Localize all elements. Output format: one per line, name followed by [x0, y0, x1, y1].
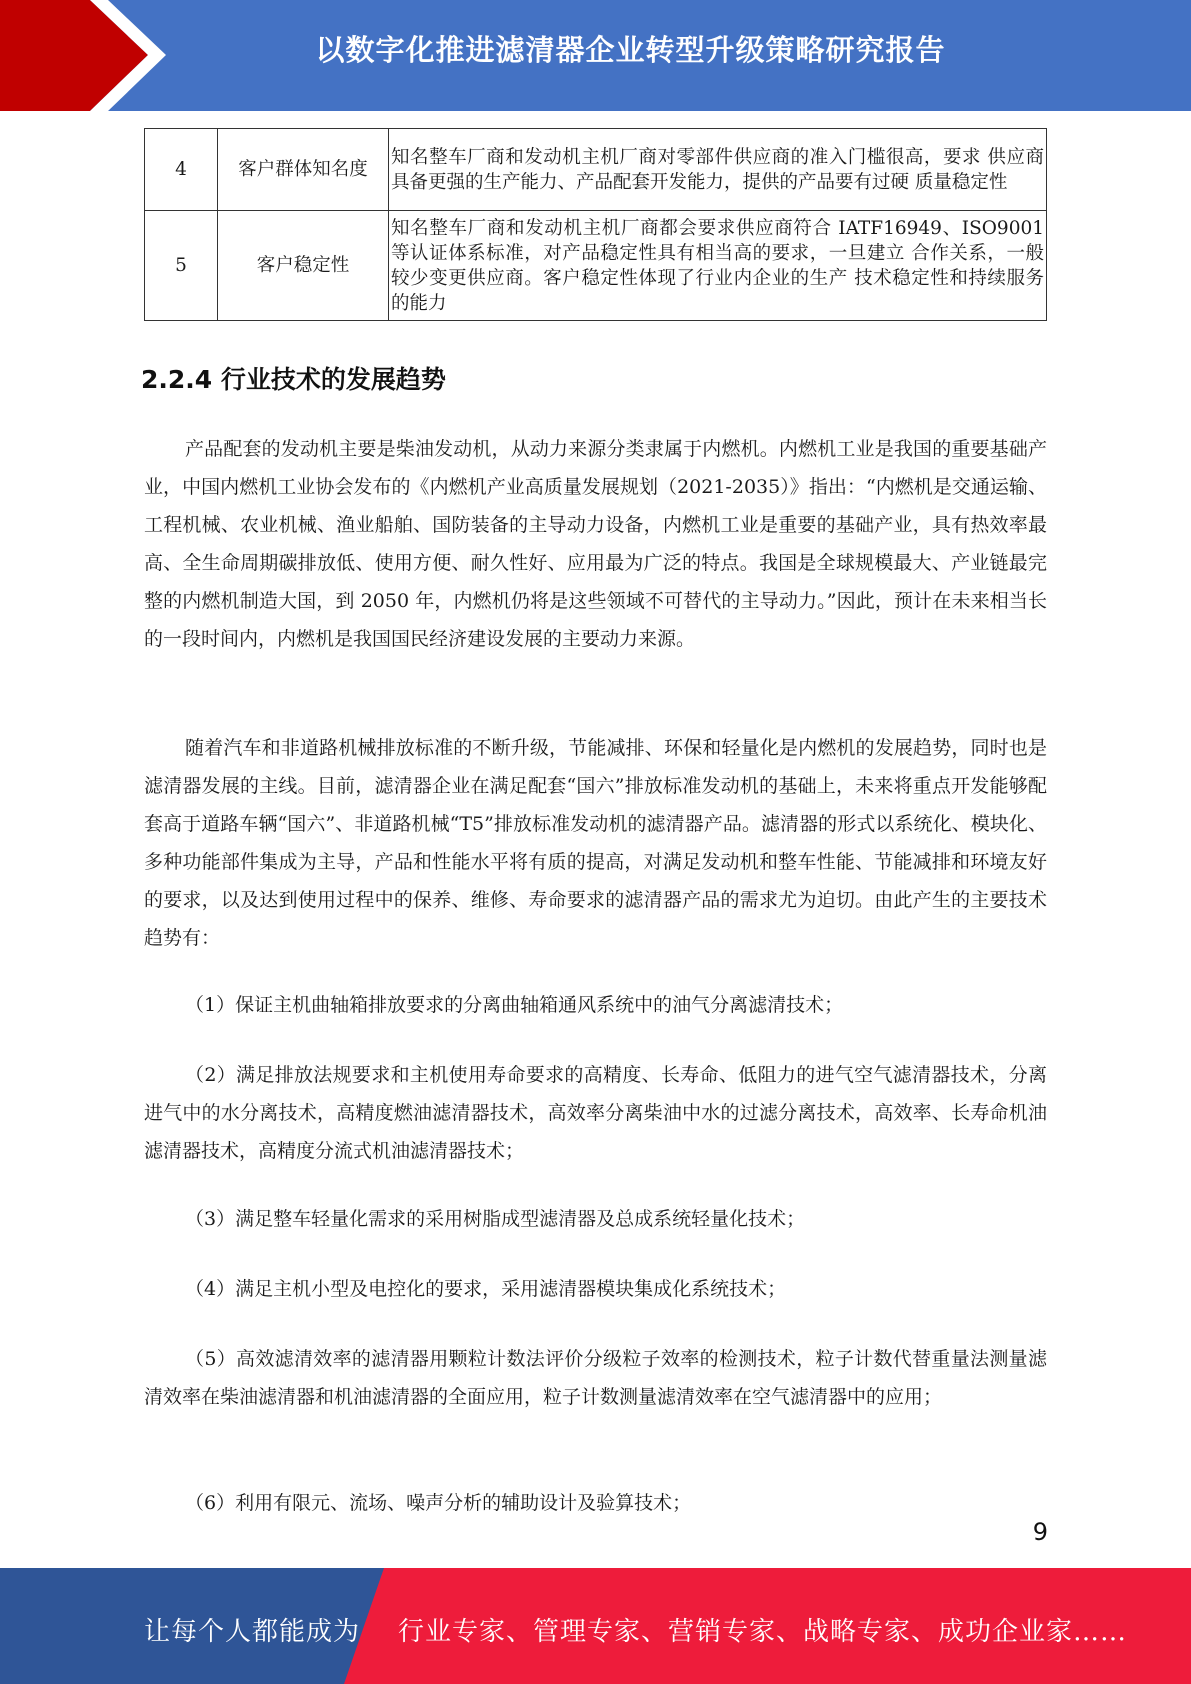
- row-name: 客户稳定性: [218, 211, 389, 321]
- table-row: [145, 129, 1047, 211]
- page-number: 9: [1032, 1518, 1048, 1546]
- footer-slogan-left: 让每个人都能成为: [144, 1617, 361, 1647]
- header-title: 以数字化推进滤清器企业转型升级策略研究报告: [315, 33, 946, 67]
- criteria-table: [144, 128, 1047, 321]
- trend-item: （6）利用有限元、流场、噪声分析的辅助设计及验算技术；: [185, 1492, 692, 1514]
- trend-item: （5）高效滤清效率的滤清器用颗粒计数法评价分级粒子效率的检测技术，粒子计数代替重量法测量滤清效率在柴油滤清器和机油滤清器的全面应用，粒子计数测量滤清效率在空气滤清器中的应用；: [144, 1348, 1047, 1408]
- row-description: 知名整车厂商和发动机主机厂商都会要求供应商符合 IATF16949、ISO9001 等认证体系标准，对产品稳定性具有相当高的要求，一旦建立 合作关系，一般较少变更供应商。客户稳定性体现了行业内企业的生产 技术稳定性和持续服务的能力: [389, 211, 1047, 321]
- row-number: 4: [145, 129, 218, 211]
- section-heading: 2.2.4 行业技术的发展趋势: [141, 365, 446, 394]
- trend-item: （2）满足排放法规要求和主机使用寿命要求的高精度、长寿命、低阻力的进气空气滤清器技术，分离进气中的水分离技术，高精度燃油滤清器技术，高效率分离柴油中水的过滤分离技术，高效率、长寿命机油滤清器技术，高精度分流式机油滤清器技术；: [144, 1064, 1047, 1162]
- table-row: [145, 211, 1047, 321]
- body-paragraph: 产品配套的发动机主要是柴油发动机，从动力来源分类隶属于内燃机。内燃机工业是我国的重要基础产业，中国内燃机工业协会发布的《内燃机产业高质量发展规划（2021-2035）》指出：“内燃机是交通运输、工程机械、农业机械、渔业船舶、国防装备的主导动力设备，内燃机工业是重要的基础产业，具有热效率最高、全生命周期碳排放低、使用方便、耐久性好、应用最为广泛的特点。我国是全球规模最大、产业链最完整的内燃机制造大国，到 2050 年，内燃机仍将是这些领域不可替代的主导动力。”因此，预计在未来相当长的一段时间内，内燃机是我国国民经济建设发展的主要动力来源。: [144, 438, 1047, 650]
- page-header: [0, 0, 1191, 111]
- row-description: 知名整车厂商和发动机主机厂商对零部件供应商的准入门槛很高，要求 供应商具备更强的生产能力、产品配套开发能力，提供的产品要有过硬 质量稳定性: [389, 129, 1047, 211]
- row-number: 5: [145, 211, 218, 321]
- footer-slogan-right: 行业专家、管理专家、营销专家、战略专家、成功企业家……: [398, 1617, 1128, 1647]
- row-name: 客户群体知名度: [218, 129, 389, 211]
- trend-item: （4）满足主机小型及电控化的要求，采用滤清器模块集成化系统技术；: [185, 1278, 787, 1300]
- body-paragraph: 随着汽车和非道路机械排放标准的不断升级，节能减排、环保和轻量化是内燃机的发展趋势，同时也是滤清器发展的主线。目前，滤清器企业在满足配套“国六”排放标准发动机的基础上，未来将重点开发能够配套高于道路车辆“国六”、非道路机械“T5”排放标准发动机的滤清器产品。滤清器的形式以系统化、模块化、多种功能部件集成为主导，产品和性能水平将有质的提高，对满足发动机和整车性能、节能减排和环境友好的要求，以及达到使用过程中的保养、维修、寿命要求的滤清器产品的需求尤为迫切。由此产生的主要技术趋势有：: [144, 737, 1047, 949]
- trend-item: （3）满足整车轻量化需求的采用树脂成型滤清器及总成系统轻量化技术；: [185, 1208, 806, 1230]
- trend-item: （1）保证主机曲轴箱排放要求的分离曲轴箱通风系统中的油气分离滤清技术；: [185, 994, 844, 1016]
- page-footer: [0, 1568, 1191, 1684]
